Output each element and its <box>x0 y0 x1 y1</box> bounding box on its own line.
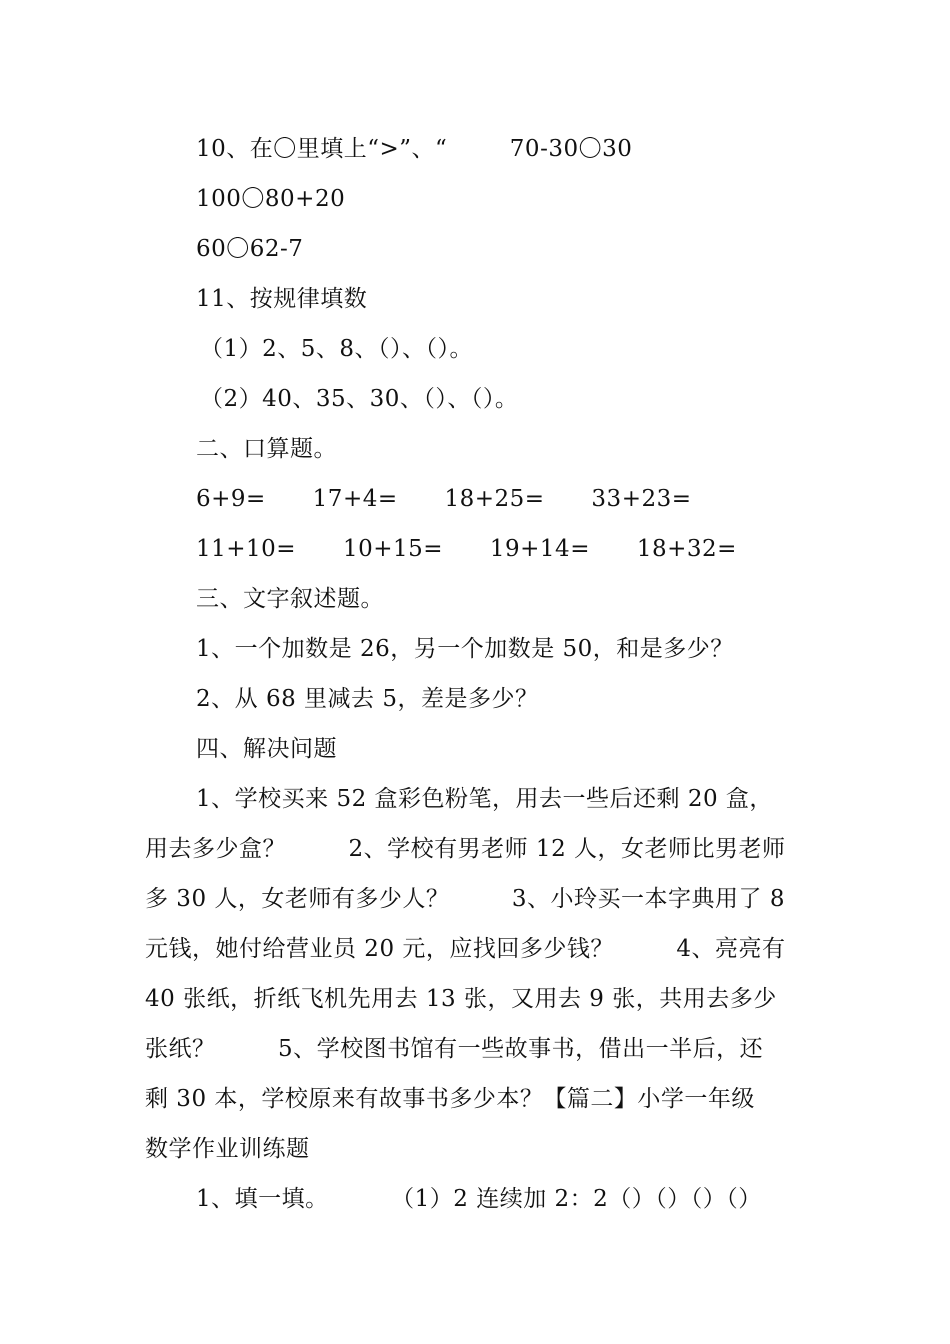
paragraph-line-5: 40 张纸，折纸飞机先用去 13 张，又用去 9 张，共用去多少 <box>145 986 777 1012</box>
mental-math-row-1: 6+9= 17+4= 18+25= 33+23= <box>196 486 692 512</box>
section-2-heading: 二、口算题。 <box>196 436 337 462</box>
paragraph-line-4: 元钱，她付给营业员 20 元，应找回多少钱？ 4、亮亮有 <box>145 936 786 962</box>
question-11-pattern: 11、按规律填数 <box>196 286 368 312</box>
paragraph-line-2: 用去多少盒？ 2、学校有男老师 12 人，女老师比男老师 <box>145 836 786 862</box>
compare-item-2: 100〇80+20 <box>196 186 346 212</box>
question-10-compare: 10、在〇里填上“>”、“ 70-30〇30 <box>196 136 633 162</box>
mental-math-row-2: 11+10= 10+15= 19+14= 18+32= <box>196 536 737 562</box>
pattern-item-1: （1）2、5、8、（）、（）。 <box>200 336 474 362</box>
word-question-2: 2、从 68 里减去 5，差是多少？ <box>196 686 539 712</box>
paragraph-line-7: 剩 30 本，学校原来有故事书多少本？【篇二】小学一年级 <box>145 1086 755 1112</box>
compare-item-3: 60〇62-7 <box>196 236 304 262</box>
paragraph-line-8: 数学作业训练题 <box>145 1136 310 1162</box>
word-question-1: 1、一个加数是 26，另一个加数是 50，和是多少？ <box>196 636 734 662</box>
fill-in-question: 1、填一填。 （1）2 连续加 2：2（）（）（）（） <box>196 1186 762 1212</box>
section-4-heading: 四、解决问题 <box>196 736 337 762</box>
pattern-item-2: （2）40、35、30、（）、（）。 <box>200 386 519 412</box>
paragraph-line-3: 多 30 人，女老师有多少人？ 3、小玲买一本字典用了 8 <box>145 886 785 912</box>
section-3-heading: 三、文字叙述题。 <box>196 586 384 612</box>
paragraph-line-6: 张纸？ 5、学校图书馆有一些故事书，借出一半后，还 <box>145 1036 764 1062</box>
paragraph-line-1: 1、学校买来 52 盒彩色粉笔，用去一些后还剩 20 盒， <box>196 786 773 812</box>
